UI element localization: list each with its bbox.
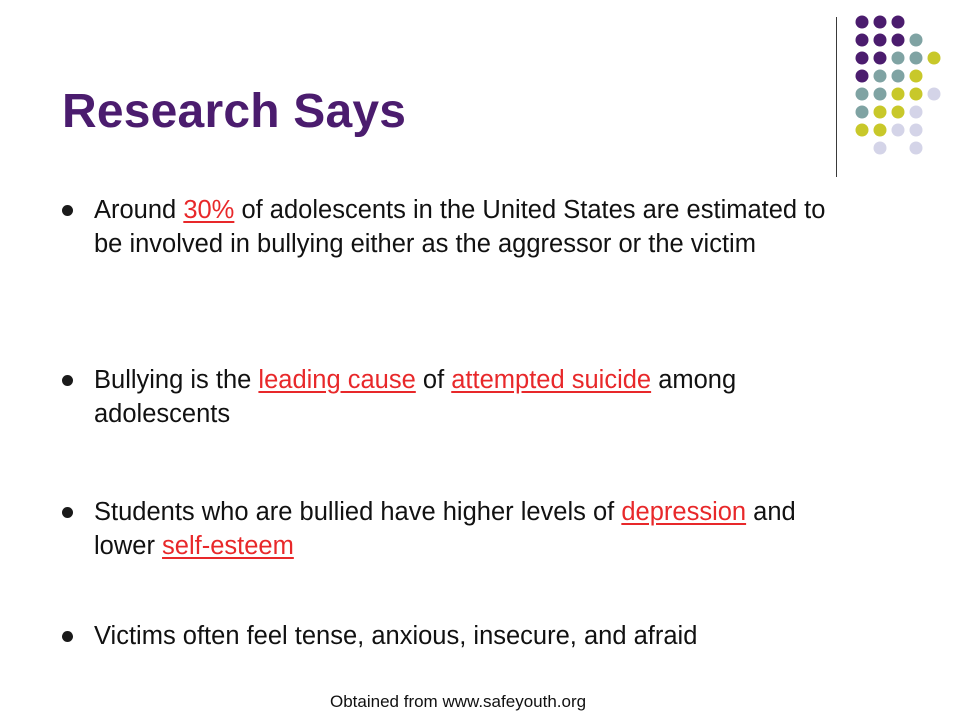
decorative-dot	[874, 142, 887, 155]
decorative-dot	[856, 106, 869, 119]
decorative-dot	[874, 16, 887, 29]
decorative-dot	[910, 106, 923, 119]
decorative-dot	[928, 52, 941, 65]
bullet-text-plain: among adolescents	[94, 366, 737, 428]
decorative-dot	[874, 88, 887, 101]
bullet-text-plain: of adolescents in the United States are estimated to be involved in bullying either as the aggressor or the victim	[94, 196, 826, 258]
decorative-dot	[874, 34, 887, 47]
decorative-dot	[856, 52, 869, 65]
bullet-text-plain: of	[415, 366, 452, 394]
bullet-text-highlight: self-esteem	[162, 532, 294, 560]
bullet-text-plain: Victims often feel tense, anxious, insecure, and afraid	[94, 622, 698, 650]
bullet-dot-icon	[62, 375, 73, 386]
decorative-dot	[874, 124, 887, 137]
bullet-dot-icon	[62, 507, 73, 518]
bullet-dot-icon	[62, 631, 73, 642]
bullet-text-highlight: 30%	[183, 196, 235, 224]
bullet-dot-icon	[62, 205, 73, 216]
decorative-dot	[856, 16, 869, 29]
decorative-dot	[892, 16, 905, 29]
decorative-dot	[892, 52, 905, 65]
decorative-dot	[892, 124, 905, 137]
bullet-item	[94, 193, 854, 261]
decorative-dot	[910, 124, 923, 137]
bullet-text-plain: Students who are bullied have higher levels of	[94, 498, 622, 526]
vertical-divider	[836, 17, 837, 177]
bullet-item	[94, 363, 854, 431]
bullet-item	[94, 495, 854, 563]
decorative-dot	[910, 34, 923, 47]
bullet-text-highlight: leading cause	[258, 366, 416, 394]
decorative-dot	[856, 70, 869, 83]
decorative-dot	[874, 106, 887, 119]
bullet-text-plain: Bullying is the	[94, 366, 259, 394]
decorative-dot	[910, 70, 923, 83]
bullet-item	[94, 619, 854, 653]
decorative-dot	[892, 106, 905, 119]
bullet-text-highlight: depression	[621, 498, 747, 526]
decorative-dot	[910, 142, 923, 155]
decorative-dot	[892, 88, 905, 101]
bullet-text-plain: and lower	[94, 498, 796, 560]
bullet-text-highlight: attempted suicide	[451, 366, 652, 394]
slide-title: Research Says	[62, 85, 407, 138]
decorative-dot	[910, 88, 923, 101]
source-citation: Obtained from www.safeyouth.org	[330, 692, 587, 711]
decorative-dot	[928, 88, 941, 101]
decorative-dot	[874, 70, 887, 83]
decorative-dot	[856, 124, 869, 137]
decorative-dot	[892, 34, 905, 47]
decorative-dot	[856, 88, 869, 101]
decorative-dot	[856, 34, 869, 47]
decorative-dot	[874, 52, 887, 65]
bullet-text-plain: Around	[94, 196, 184, 224]
decorative-dot	[892, 70, 905, 83]
decorative-dot	[910, 52, 923, 65]
